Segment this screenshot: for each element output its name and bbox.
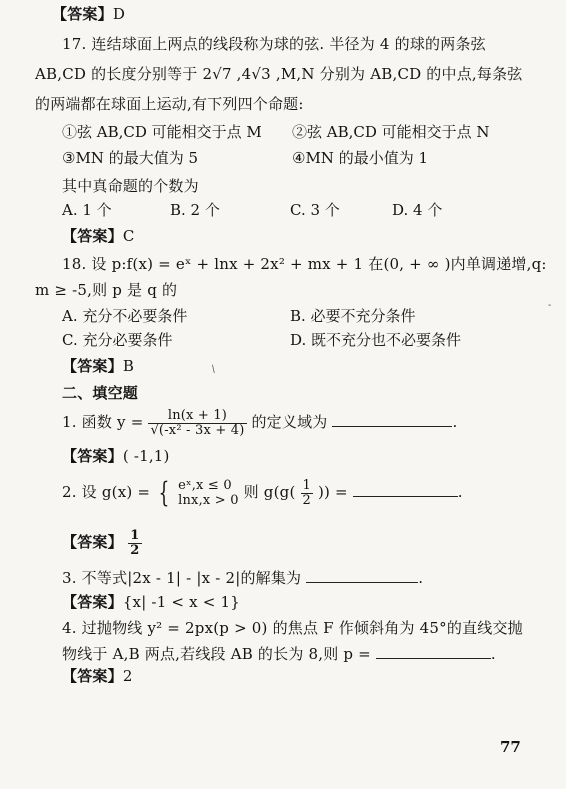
fill-2-numerator: 1	[302, 477, 311, 493]
answer-18: 【答案】B	[62, 357, 135, 375]
section-heading: 二、填空题	[62, 384, 139, 402]
fill-1-prefix: 1. 函数 y =	[62, 413, 144, 431]
q17-option-c: C. 3 个	[290, 201, 340, 219]
fill-4-blank	[376, 644, 491, 659]
answer-fill-2: 【答案】 $\frac{1}{2}$	[62, 527, 140, 558]
answer-fill-2-denominator: 2	[130, 542, 140, 558]
fill-4-line-2: 物线于 A,B 两点,若线段 AB 的长为 8,则 p = .	[62, 645, 496, 663]
fill-1-denominator: √(-x² - 3x + 4)	[150, 422, 245, 438]
q17-prop-3: ③MN 的最大值为 5	[62, 149, 199, 167]
fill-2-suffix: )) =	[317, 483, 348, 501]
fill-2-middle: 则 g(g(	[243, 483, 296, 501]
fill-1: 1. 函数 y = $\frac{\ln(x + 1)}{\text{√(-x² - 3x + 4)}}$ 的定义域为 .	[62, 407, 458, 438]
answer-fill-1: 【答案】( -1,1)	[62, 447, 170, 465]
q18-option-b: B. 必要不充分条件	[290, 307, 416, 325]
page-number: 77	[500, 738, 521, 756]
q17-line-1: 17. 连结球面上两点的线段称为球的弦. 半径为 4 的球的两条弦	[62, 35, 486, 53]
scan-mark: /	[209, 363, 218, 376]
q18-line-1: 18. 设 p:f(x) = eˣ + lnx + 2x² + mx + 1 在(0, + ∞ )内单调递增,q:	[62, 255, 547, 273]
q18-option-c: C. 充分必要条件	[62, 331, 173, 349]
q18-option-d: D. 既不充分也不必要条件	[290, 331, 462, 349]
fill-2-fraction	[301, 479, 313, 508]
fill-1-blank	[332, 412, 452, 427]
fill-3: 3. 不等式|2x - 1| - |x - 2|的解集为 .	[62, 569, 424, 587]
fill-4-line-1: 4. 过抛物线 y² = 2px(p > 0) 的焦点 F 作倾斜角为 45°的直线交抛	[62, 619, 523, 637]
fill-4-text: 物线于 A,B 两点,若线段 AB 的长为 8,则 p =	[62, 645, 371, 663]
q18-option-a: A. 充分不必要条件	[62, 307, 188, 325]
fill-1-numerator: ln(x + 1)	[148, 409, 246, 424]
fill-2-denominator: 2	[302, 492, 311, 508]
q17-prop-4: ④MN 的最小值为 1	[292, 149, 429, 167]
fill-2-prefix: 2. 设 g(x) =	[62, 483, 151, 501]
fill-2-case-2: lnx,x > 0	[178, 493, 239, 508]
q17-option-b: B. 2 个	[170, 201, 220, 219]
answer-fill-4: 【答案】2	[62, 667, 133, 685]
scan-mark: -	[548, 300, 552, 311]
q17-option-a: A. 1 个	[62, 201, 112, 219]
fill-1-suffix: 的定义域为	[251, 413, 328, 431]
q18-line-2: m ≥ -5,则 p 是 q 的	[35, 281, 178, 299]
fill-2-cases	[178, 478, 239, 508]
fill-1-fraction	[148, 409, 246, 438]
answer-17: 【答案】C	[62, 227, 135, 245]
fill-3-blank	[306, 568, 418, 583]
answer-fill-2-fraction	[128, 529, 141, 558]
q17-prop-2: ②弦 AB,CD 可能相交于点 N	[292, 123, 490, 141]
fill-2-case-1: eˣ,x ≤ 0	[178, 478, 232, 493]
q17-line-3: 的两端都在球面上运动,有下列四个命题:	[35, 95, 304, 113]
fill-2-blank	[353, 482, 458, 497]
fill-2-brace: {	[158, 476, 170, 509]
q17-line-2: AB,CD 的长度分别等于 2√7 ,4√3 ,M,N 分别为 AB,CD 的中点,每条弦	[35, 65, 523, 83]
answer-fill-3: 【答案】{x| -1 < x < 1}	[62, 593, 241, 611]
fill-2: 2. 设 g(x) = { eˣ,x ≤ 0 lnx,x > 0 则 g(g( $\frac{1}{2}$ )) = .	[62, 476, 463, 509]
answer-fill-2-numerator: 1	[130, 527, 140, 543]
answer-16: 【答案】D	[52, 5, 126, 23]
q17-prop-1: ①弦 AB,CD 可能相交于点 M	[62, 123, 262, 141]
q17-line-4: 其中真命题的个数为	[62, 177, 199, 195]
fill-3-text: 3. 不等式|2x - 1| - |x - 2|的解集为	[62, 569, 302, 587]
q17-option-d: D. 4 个	[392, 201, 443, 219]
